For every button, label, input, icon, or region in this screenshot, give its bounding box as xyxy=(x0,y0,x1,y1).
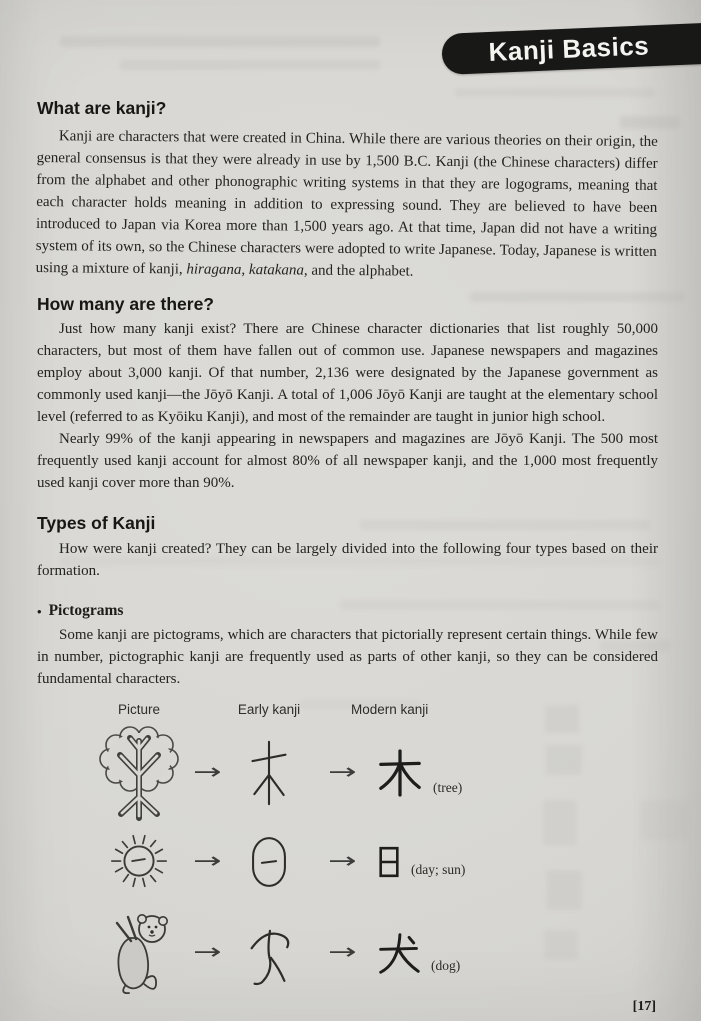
paragraph-how-many-1: Just how many kanji exist? There are Chinese character dictionaries that list roughly 50,000 characters, but most of them have fallen out of common use. Japanese newspapers and magazines employ about 3,000 kanji. Of that number, 2,136 were designated by the Japanese government as commonly used kanji—the Jōyō Kanji. A total of 1,006 Jōyō Kanji are taught at the elementary school level (referred to as Kyōiku Kanji), and most of the remainder are taught in junior high school. xyxy=(37,321,658,425)
italic-term-katakana: katakana xyxy=(248,262,305,279)
pictograms-subheading xyxy=(37,602,658,620)
section-pictograms xyxy=(37,602,658,1001)
paragraph-types: How were kanji created? They can be largely divided into the following four types based on their formation. xyxy=(37,541,658,579)
kanji-gloss-dog: (dog) xyxy=(431,958,461,973)
column-header-picture: Picture xyxy=(117,701,161,717)
arrow-right-icon: → xyxy=(327,849,357,874)
page-number: [17] xyxy=(632,999,656,1014)
kanji-gloss-tree: (tree) xyxy=(433,780,463,795)
section-types-of-kanji xyxy=(37,513,658,582)
arrow-right-icon: → xyxy=(192,849,222,874)
modern-kanji-tree xyxy=(377,748,423,798)
modern-kanji-sun xyxy=(377,844,401,880)
arrow-right-icon: → xyxy=(327,760,357,785)
pictogram-row-tree xyxy=(95,723,565,819)
column-header-modern-kanji: Modern kanji xyxy=(351,701,429,717)
pictogram-table-header xyxy=(95,699,565,719)
pictogram-row-dog xyxy=(95,905,565,1001)
bullet-icon: • xyxy=(37,603,42,619)
tree-picture xyxy=(93,723,185,823)
pictograms-subheading-label: Pictograms xyxy=(48,602,124,619)
chapter-banner xyxy=(441,22,701,75)
dog-picture xyxy=(99,910,179,996)
section-heading-what: What are kanji? xyxy=(37,98,167,118)
arrow-right-icon: → xyxy=(192,760,222,785)
section-how-many xyxy=(37,294,658,494)
pictogram-table xyxy=(95,699,565,1001)
paragraph-pictograms: Some kanji are pictograms, which are characters that pictorially represent certain things. While few in number, pictographic kanji are frequently used as parts of other kanji, so they can be considered fundamental characters. xyxy=(37,627,658,687)
modern-kanji-cell-tree xyxy=(377,748,462,798)
modern-kanji-cell-dog xyxy=(377,930,460,976)
early-kanji-tree xyxy=(247,736,291,810)
arrow-right-icon: → xyxy=(192,940,222,965)
section-what-are-kanji xyxy=(37,98,658,279)
section-heading-how-many: How many are there? xyxy=(37,294,214,314)
pictogram-row-sun xyxy=(95,819,565,905)
bleedthrough-artifact xyxy=(120,60,380,70)
kanji-gloss-sun: (day; sun) xyxy=(411,862,466,877)
sun-picture xyxy=(105,827,173,897)
paragraph-text: Kanji are characters that were created in China. While there are various theories on their origin, the general consensus is that they were already in use by 1,500 B.C. Kanji (the Chinese characters) differ from the alphabet and other phonographic writing systems in that they are logograms, meaning that each character holds meaning in addition to expressing sound. They are believed to have been introduced to Japan via Korea more than 1,500 years ago. At that time, Japan did not have a writing system of its own, so the Chinese characters were adopted to write Japanese. Today, Japanese is written using a mixture of kanji, xyxy=(35,128,658,278)
paragraph-text: , and the alphabet. xyxy=(303,262,414,280)
bleedthrough-artifact xyxy=(60,36,380,47)
italic-term-hiragana: hiragana xyxy=(186,261,242,278)
modern-kanji-dog xyxy=(377,930,421,976)
page-content xyxy=(37,98,658,1001)
modern-kanji-cell-sun xyxy=(377,844,465,880)
early-kanji-sun xyxy=(246,834,292,890)
bleedthrough-artifact xyxy=(455,88,655,97)
section-heading-types: Types of Kanji xyxy=(37,513,156,533)
arrow-right-icon: → xyxy=(327,940,357,965)
early-kanji-dog xyxy=(244,919,294,987)
chapter-title: Kanji Basics xyxy=(487,30,650,68)
paragraph-how-many-2: Nearly 99% of the kanji appearing in newspapers and magazines are Jōyō Kanji. The 500 most frequently used kanji account for almost 80% of all newspaper kanji, and the 1,000 most frequently used kanji cover more than 90%. xyxy=(37,431,658,491)
column-header-early-kanji: Early kanji xyxy=(237,701,301,717)
paragraph-what xyxy=(36,125,658,285)
paragraph-text: , xyxy=(241,261,250,279)
